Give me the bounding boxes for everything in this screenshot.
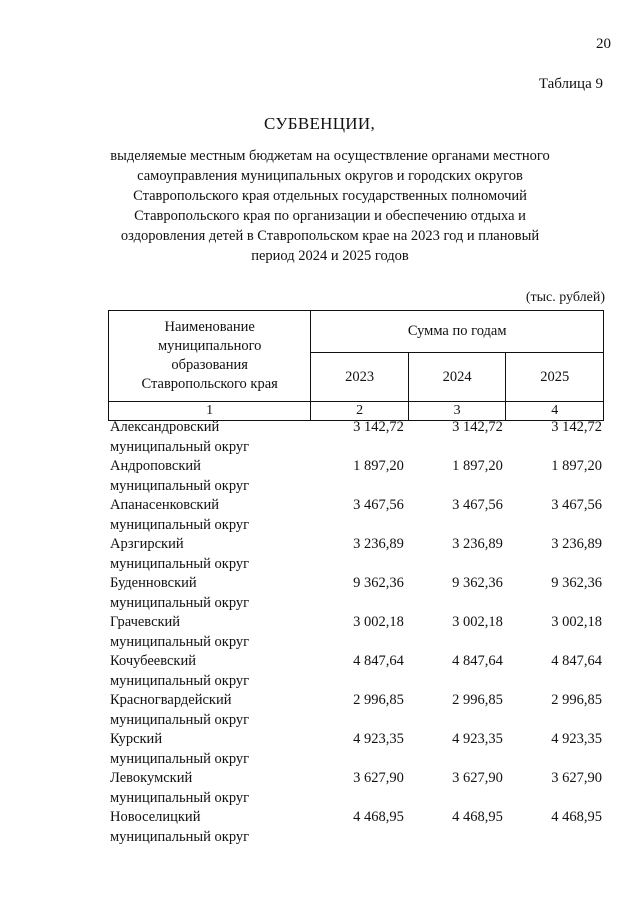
district-name: Новоселицкий муниципальный округ <box>110 809 250 845</box>
district-name: Красногвардейский муниципальный округ <box>110 692 250 728</box>
value-2025: 2 996,85 <box>551 692 602 708</box>
document-subtitle <box>100 146 560 266</box>
header-name-line: муниципального <box>157 338 262 354</box>
district-name: Кочубеевский муниципальный округ <box>110 653 250 689</box>
data-table-body <box>110 418 604 847</box>
value-2023: 4 923,35 <box>353 731 404 747</box>
header-name-line: Ставропольского края <box>141 376 278 392</box>
header-year-2024: 2024 <box>408 353 506 402</box>
header-sum-cell: Сумма по годам <box>311 311 604 353</box>
value-2024: 9 362,36 <box>452 575 503 591</box>
value-2024: 4 847,64 <box>452 653 503 669</box>
value-2025: 4 468,95 <box>551 809 602 825</box>
header-year-2025: 2025 <box>506 353 604 402</box>
value-2025: 4 847,64 <box>551 653 602 669</box>
value-2025: 3 467,56 <box>551 497 602 513</box>
value-2023: 3 627,90 <box>353 770 404 786</box>
value-2023: 9 362,36 <box>353 575 404 591</box>
table-row <box>110 613 604 652</box>
header-index-cell: 2 <box>311 402 409 421</box>
district-name: Андроповский муниципальный округ <box>110 458 250 494</box>
subtitle-line: Ставропольского края отдельных государственных полномочий <box>133 188 527 204</box>
district-name: Александровский муниципальный округ <box>110 419 250 455</box>
header-index-cell: 4 <box>506 402 604 421</box>
value-2023: 4 468,95 <box>353 809 404 825</box>
district-name: Курский муниципальный округ <box>110 731 250 767</box>
header-name-line: Наименование <box>164 319 255 335</box>
value-2023: 4 847,64 <box>353 653 404 669</box>
value-2025: 1 897,20 <box>551 458 602 474</box>
value-2023: 3 002,18 <box>353 614 404 630</box>
header-name-cell <box>109 311 311 402</box>
value-2023: 3 142,72 <box>353 419 404 435</box>
table-row <box>110 808 604 847</box>
header-index-cell: 3 <box>408 402 506 421</box>
table-header <box>108 310 604 421</box>
table-row <box>110 730 604 769</box>
district-name: Буденновский муниципальный округ <box>110 575 250 611</box>
value-2025: 9 362,36 <box>551 575 602 591</box>
value-2025: 3 236,89 <box>551 536 602 552</box>
subtitle-line: оздоровления детей в Ставропольском крае на 2023 год и плановый <box>120 228 540 244</box>
district-name: Апанасенковский муниципальный округ <box>110 497 250 533</box>
table-row <box>110 574 604 613</box>
value-2024: 1 897,20 <box>452 458 503 474</box>
subtitle-line: Ставропольского края по организации и обеспечению отдыха и <box>134 208 526 224</box>
header-name-line: образования <box>171 357 248 373</box>
table-row <box>110 535 604 574</box>
header-index-cell: 1 <box>109 402 311 421</box>
table-row <box>110 457 604 496</box>
value-2024: 4 923,35 <box>452 731 503 747</box>
table-row <box>110 496 604 535</box>
value-2023: 1 897,20 <box>353 458 404 474</box>
value-2025: 3 142,72 <box>551 419 602 435</box>
units-label: (тыс. рублей) <box>525 290 605 305</box>
subtitle-line: выделяемые местным бюджетам на осуществление органами местного <box>110 148 550 164</box>
table-row <box>110 769 604 808</box>
district-name: Арзгирский муниципальный округ <box>110 536 250 572</box>
value-2023: 2 996,85 <box>353 692 404 708</box>
table-label: Таблица 9 <box>538 76 603 92</box>
table-row <box>110 691 604 730</box>
value-2024: 3 467,56 <box>452 497 503 513</box>
subtitle-line: самоуправления муниципальных округов и городских округов <box>137 168 523 184</box>
district-name: Левокумский муниципальный округ <box>110 770 250 806</box>
district-name: Грачевский муниципальный округ <box>110 614 250 650</box>
value-2023: 3 236,89 <box>353 536 404 552</box>
page-number: 20 <box>596 36 611 52</box>
value-2024: 3 236,89 <box>452 536 503 552</box>
header-year-2023: 2023 <box>311 353 409 402</box>
value-2025: 3 002,18 <box>551 614 602 630</box>
subtitle-line: период 2024 и 2025 годов <box>251 248 409 264</box>
value-2025: 4 923,35 <box>551 731 602 747</box>
document-title: СУБВЕНЦИИ, <box>264 114 375 133</box>
value-2024: 3 142,72 <box>452 419 503 435</box>
value-2025: 3 627,90 <box>551 770 602 786</box>
table-row <box>110 418 604 457</box>
value-2024: 3 627,90 <box>452 770 503 786</box>
value-2023: 3 467,56 <box>353 497 404 513</box>
value-2024: 3 002,18 <box>452 614 503 630</box>
value-2024: 2 996,85 <box>452 692 503 708</box>
value-2024: 4 468,95 <box>452 809 503 825</box>
table-row <box>110 652 604 691</box>
